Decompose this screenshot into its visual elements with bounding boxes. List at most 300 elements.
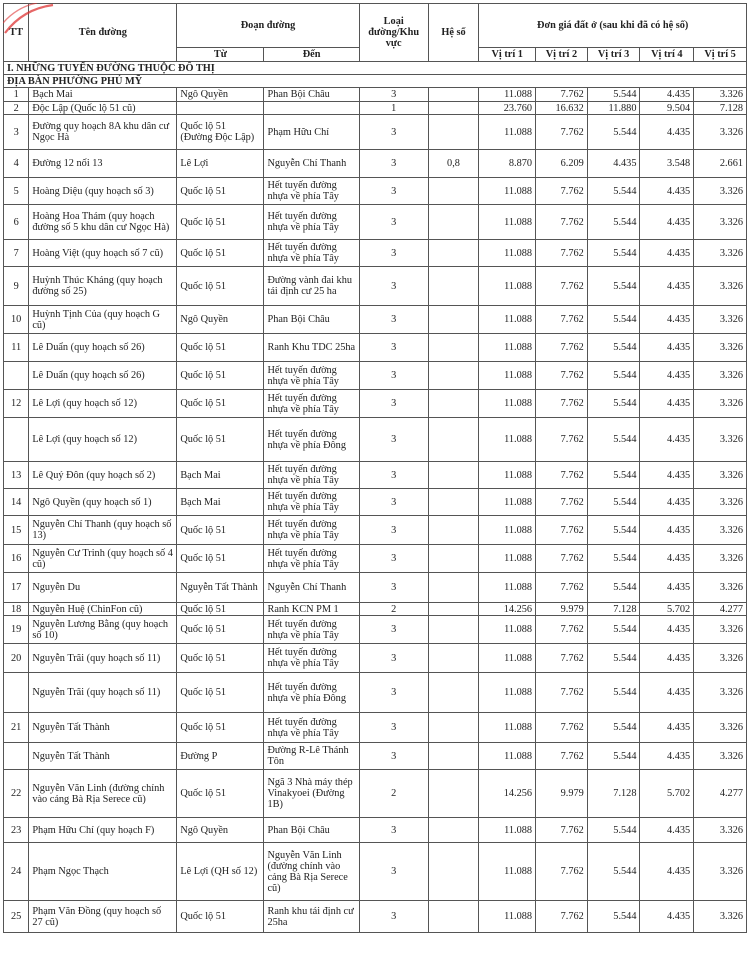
cell-street-name: Nguyễn Tất Thành: [29, 743, 177, 770]
table-row: [4, 115, 747, 150]
cell-position-1: 11.088: [479, 390, 536, 418]
cell-stt: 25: [4, 901, 29, 933]
cell-stt: 7: [4, 240, 29, 267]
cell-position-1: 8.870: [479, 150, 536, 178]
cell-stt: 24: [4, 843, 29, 901]
table-row: [4, 489, 747, 516]
table-row: [4, 205, 747, 240]
cell-position-2: 7.762: [536, 306, 588, 334]
cell-from: Quốc lộ 51: [177, 362, 264, 390]
cell-position-5: 3.326: [694, 516, 747, 545]
cell-position-3: 5.544: [587, 115, 640, 150]
cell-position-2: 7.762: [536, 573, 588, 603]
cell-position-1: 11.088: [479, 462, 536, 489]
cell-position-4: 5.702: [640, 770, 694, 818]
cell-stt: [4, 673, 29, 713]
cell-street-name: Lê Duẩn (quy hoạch số 26): [29, 334, 177, 362]
cell-position-4: 4.435: [640, 178, 694, 205]
cell-road-type: 3: [359, 843, 428, 901]
table-row: [4, 673, 747, 713]
table-row: [4, 573, 747, 603]
cell-from: Đường P: [177, 743, 264, 770]
cell-from: Quốc lộ 51: [177, 516, 264, 545]
cell-position-2: 7.762: [536, 644, 588, 673]
cell-position-1: 11.088: [479, 240, 536, 267]
cell-stt: 22: [4, 770, 29, 818]
cell-position-3: 5.544: [587, 743, 640, 770]
cell-position-1: 11.088: [479, 818, 536, 843]
cell-position-2: 7.762: [536, 418, 588, 462]
cell-position-4: 4.435: [640, 362, 694, 390]
cell-street-name: Nguyễn Du: [29, 573, 177, 603]
cell-position-4: 4.435: [640, 418, 694, 462]
table-row: [4, 818, 747, 843]
document-page: [3, 3, 747, 933]
cell-position-3: 5.544: [587, 516, 640, 545]
cell-position-2: 7.762: [536, 178, 588, 205]
cell-coefficient: [428, 489, 479, 516]
cell-stt: [4, 743, 29, 770]
cell-from: Quốc lộ 51: [177, 673, 264, 713]
cell-position-1: 11.088: [479, 88, 536, 102]
cell-position-5: 3.326: [694, 115, 747, 150]
cell-position-3: 5.544: [587, 901, 640, 933]
header-position-2: Vị trí 2: [536, 48, 588, 62]
cell-position-5: 3.326: [694, 462, 747, 489]
cell-to: Hết tuyến đường nhựa về phía Tây: [264, 489, 359, 516]
cell-position-5: 3.326: [694, 901, 747, 933]
cell-position-1: 11.088: [479, 843, 536, 901]
cell-coefficient: [428, 115, 479, 150]
cell-stt: [4, 362, 29, 390]
cell-position-5: 3.326: [694, 573, 747, 603]
cell-from: Quốc lộ 51: [177, 770, 264, 818]
subsection-title: ĐỊA BÀN PHƯỜNG PHÚ MỸ: [4, 75, 747, 88]
cell-position-5: 3.326: [694, 843, 747, 901]
cell-stt: 9: [4, 267, 29, 306]
cell-coefficient: [428, 818, 479, 843]
cell-stt: 15: [4, 516, 29, 545]
cell-road-type: 3: [359, 150, 428, 178]
table-row: [4, 267, 747, 306]
cell-from: Lê Lợi: [177, 150, 264, 178]
cell-coefficient: [428, 88, 479, 102]
cell-road-type: 3: [359, 306, 428, 334]
section-title: I. NHỮNG TUYẾN ĐƯỜNG THUỘC ĐÔ THỊ: [4, 62, 747, 75]
cell-position-2: 7.762: [536, 713, 588, 743]
cell-position-4: 4.435: [640, 306, 694, 334]
cell-street-name: Đường 12 nối 13: [29, 150, 177, 178]
cell-position-3: 5.544: [587, 362, 640, 390]
cell-stt: 4: [4, 150, 29, 178]
cell-stt: 21: [4, 713, 29, 743]
cell-position-2: 7.762: [536, 462, 588, 489]
cell-from: Quốc lộ 51: [177, 713, 264, 743]
cell-position-2: 7.762: [536, 88, 588, 102]
cell-to: Phan Bội Châu: [264, 306, 359, 334]
cell-position-3: 5.544: [587, 334, 640, 362]
cell-road-type: 2: [359, 603, 428, 616]
cell-road-type: 3: [359, 362, 428, 390]
cell-to: Phan Bội Châu: [264, 818, 359, 843]
cell-position-1: 11.088: [479, 545, 536, 573]
cell-coefficient: [428, 603, 479, 616]
cell-stt: 1: [4, 88, 29, 102]
cell-position-4: 4.435: [640, 334, 694, 362]
cell-street-name: Độc Lập (Quốc lộ 51 cũ): [29, 102, 177, 115]
cell-position-4: 4.435: [640, 901, 694, 933]
cell-from: Bạch Mai: [177, 462, 264, 489]
cell-to: Phạm Hữu Chí: [264, 115, 359, 150]
cell-position-2: 16.632: [536, 102, 588, 115]
cell-position-4: 4.435: [640, 390, 694, 418]
cell-position-5: 3.326: [694, 818, 747, 843]
cell-road-type: 3: [359, 644, 428, 673]
cell-to: Hết tuyến đường nhựa về phía Tây: [264, 516, 359, 545]
cell-stt: 11: [4, 334, 29, 362]
cell-road-type: 3: [359, 673, 428, 713]
cell-position-2: 7.762: [536, 616, 588, 644]
cell-road-type: 3: [359, 573, 428, 603]
header-to: Đến: [264, 48, 359, 62]
cell-position-4: 4.435: [640, 462, 694, 489]
cell-stt: 10: [4, 306, 29, 334]
table-row: [4, 603, 747, 616]
cell-position-3: 5.544: [587, 306, 640, 334]
cell-street-name: Nguyễn Trãi (quy hoạch số 11): [29, 673, 177, 713]
cell-street-name: Lê Duẩn (quy hoạch số 26): [29, 362, 177, 390]
cell-coefficient: [428, 516, 479, 545]
cell-road-type: 3: [359, 489, 428, 516]
cell-street-name: Bạch Mai: [29, 88, 177, 102]
cell-position-1: 11.088: [479, 418, 536, 462]
cell-street-name: Lê Lợi (quy hoạch số 12): [29, 418, 177, 462]
cell-position-1: 11.088: [479, 306, 536, 334]
cell-street-name: Nguyễn Chí Thanh (quy hoạch số 13): [29, 516, 177, 545]
cell-street-name: Lê Quý Đôn (quy hoạch số 2): [29, 462, 177, 489]
land-price-table: [3, 3, 747, 933]
cell-from: Quốc lộ 51: [177, 616, 264, 644]
cell-from: Quốc lộ 51 (Đường Độc Lập): [177, 115, 264, 150]
cell-from: Quốc lộ 51: [177, 334, 264, 362]
header-road-type: Loại đường/Khu vực: [359, 4, 428, 62]
header-position-4: Vị trí 4: [640, 48, 694, 62]
cell-position-2: 7.762: [536, 901, 588, 933]
cell-stt: [4, 418, 29, 462]
cell-to: Hết tuyến đường nhựa về phía Tây: [264, 462, 359, 489]
cell-coefficient: [428, 306, 479, 334]
cell-position-2: 9.979: [536, 770, 588, 818]
cell-street-name: Hoàng Việt (quy hoạch số 7 cũ): [29, 240, 177, 267]
header-stt: TT: [4, 4, 29, 62]
table-row: [4, 516, 747, 545]
cell-position-1: 11.088: [479, 267, 536, 306]
cell-to: Hết tuyến đường nhựa về phía Tây: [264, 178, 359, 205]
cell-to: Hết tuyến đường nhựa về phía Tây: [264, 362, 359, 390]
cell-position-4: 4.435: [640, 88, 694, 102]
cell-position-1: 11.088: [479, 901, 536, 933]
cell-from: Quốc lộ 51: [177, 205, 264, 240]
cell-street-name: Nguyễn Cư Trinh (quy hoạch số 4 cũ): [29, 545, 177, 573]
cell-to: Ngã 3 Nhà máy thép Vinakyoei (Đường 1B): [264, 770, 359, 818]
header-coefficient: Hệ số: [428, 4, 479, 62]
cell-from: Lê Lợi (QH số 12): [177, 843, 264, 901]
cell-position-4: 4.435: [640, 240, 694, 267]
cell-stt: 6: [4, 205, 29, 240]
header-position-1: Vị trí 1: [479, 48, 536, 62]
cell-stt: 23: [4, 818, 29, 843]
cell-coefficient: [428, 743, 479, 770]
cell-position-5: 2.661: [694, 150, 747, 178]
cell-position-5: 7.128: [694, 102, 747, 115]
cell-street-name: Phạm Ngọc Thạch: [29, 843, 177, 901]
cell-position-5: 4.277: [694, 603, 747, 616]
cell-position-5: 3.326: [694, 88, 747, 102]
cell-from: Ngô Quyền: [177, 88, 264, 102]
cell-position-3: 5.544: [587, 205, 640, 240]
table-row: [4, 843, 747, 901]
cell-position-4: 4.435: [640, 516, 694, 545]
cell-position-2: 7.762: [536, 362, 588, 390]
cell-position-2: 7.762: [536, 545, 588, 573]
cell-position-4: 4.435: [640, 673, 694, 713]
cell-from: Quốc lộ 51: [177, 390, 264, 418]
table-row: [4, 644, 747, 673]
cell-to: Phan Bội Châu: [264, 88, 359, 102]
cell-coefficient: [428, 178, 479, 205]
cell-road-type: 3: [359, 516, 428, 545]
cell-position-4: 9.504: [640, 102, 694, 115]
cell-from: Ngô Quyền: [177, 306, 264, 334]
cell-coefficient: [428, 362, 479, 390]
cell-from: Quốc lộ 51: [177, 901, 264, 933]
cell-road-type: 3: [359, 713, 428, 743]
table-row: [4, 418, 747, 462]
cell-road-type: 3: [359, 88, 428, 102]
cell-position-1: 11.088: [479, 334, 536, 362]
cell-position-3: 5.544: [587, 462, 640, 489]
cell-position-1: 11.088: [479, 362, 536, 390]
cell-coefficient: [428, 545, 479, 573]
cell-to: Đường R-Lê Thánh Tôn: [264, 743, 359, 770]
cell-position-4: 3.548: [640, 150, 694, 178]
cell-coefficient: [428, 240, 479, 267]
cell-street-name: Hoàng Hoa Thám (quy hoạch đường số 5 khu dân cư Ngọc Hà): [29, 205, 177, 240]
cell-position-1: 11.088: [479, 205, 536, 240]
cell-to: Đường vành đai khu tái định cư 25 ha: [264, 267, 359, 306]
cell-to: Hết tuyến đường nhựa về phía Tây: [264, 616, 359, 644]
cell-road-type: 3: [359, 178, 428, 205]
cell-position-3: 5.544: [587, 673, 640, 713]
cell-position-1: 23.760: [479, 102, 536, 115]
cell-stt: 2: [4, 102, 29, 115]
cell-coefficient: [428, 205, 479, 240]
table-row: [4, 306, 747, 334]
cell-coefficient: [428, 462, 479, 489]
cell-position-5: 3.326: [694, 205, 747, 240]
cell-coefficient: [428, 102, 479, 115]
cell-position-2: 9.979: [536, 603, 588, 616]
cell-position-3: 11.880: [587, 102, 640, 115]
cell-street-name: Hoàng Diệu (quy hoạch số 3): [29, 178, 177, 205]
table-row: [4, 713, 747, 743]
cell-to: Hết tuyến đường nhựa về phía Tây: [264, 545, 359, 573]
header-position-5: Vị trí 5: [694, 48, 747, 62]
cell-position-1: 11.088: [479, 178, 536, 205]
cell-stt: 19: [4, 616, 29, 644]
cell-position-5: 3.326: [694, 390, 747, 418]
cell-street-name: Nguyễn Huệ (ChinFon cũ): [29, 603, 177, 616]
cell-road-type: 3: [359, 115, 428, 150]
cell-position-1: 11.088: [479, 115, 536, 150]
cell-to: Hết tuyến đường nhựa về phía Tây: [264, 644, 359, 673]
cell-position-1: 11.088: [479, 573, 536, 603]
cell-street-name: Nguyễn Văn Linh (đường chính vào cảng Bà Rịa Serece cũ): [29, 770, 177, 818]
header-from: Từ: [177, 48, 264, 62]
cell-coefficient: [428, 843, 479, 901]
cell-position-1: 11.088: [479, 489, 536, 516]
cell-position-5: 3.326: [694, 267, 747, 306]
cell-road-type: 3: [359, 462, 428, 489]
cell-position-3: 5.544: [587, 644, 640, 673]
cell-street-name: Huỳnh Thúc Kháng (quy hoạch đường số 25): [29, 267, 177, 306]
cell-position-3: 5.544: [587, 713, 640, 743]
cell-to: [264, 102, 359, 115]
cell-to: Hết tuyến đường nhựa về phía Đông: [264, 673, 359, 713]
cell-position-5: 4.277: [694, 770, 747, 818]
cell-position-3: 5.544: [587, 573, 640, 603]
table-row: [4, 362, 747, 390]
cell-position-4: 4.435: [640, 267, 694, 306]
cell-position-3: 4.435: [587, 150, 640, 178]
cell-position-3: 5.544: [587, 545, 640, 573]
cell-position-3: 5.544: [587, 88, 640, 102]
cell-coefficient: [428, 418, 479, 462]
cell-position-5: 3.326: [694, 178, 747, 205]
cell-position-5: 3.326: [694, 418, 747, 462]
cell-coefficient: [428, 901, 479, 933]
cell-position-4: 4.435: [640, 573, 694, 603]
cell-to: Hết tuyến đường nhựa về phía Tây: [264, 205, 359, 240]
cell-to: Nguyễn Chí Thanh: [264, 150, 359, 178]
cell-coefficient: [428, 644, 479, 673]
cell-stt: 12: [4, 390, 29, 418]
cell-from: Quốc lộ 51: [177, 545, 264, 573]
cell-coefficient: [428, 673, 479, 713]
cell-to: Hết tuyến đường nhựa về phía Tây: [264, 713, 359, 743]
cell-coefficient: [428, 390, 479, 418]
cell-position-4: 4.435: [640, 205, 694, 240]
cell-from: Nguyễn Tất Thành: [177, 573, 264, 603]
cell-position-3: 5.544: [587, 818, 640, 843]
cell-road-type: 3: [359, 205, 428, 240]
cell-position-2: 7.762: [536, 205, 588, 240]
cell-position-5: 3.326: [694, 644, 747, 673]
cell-from: Bạch Mai: [177, 489, 264, 516]
cell-street-name: Ngô Quyền (quy hoạch số 1): [29, 489, 177, 516]
table-row: [4, 616, 747, 644]
table-row: [4, 88, 747, 102]
cell-stt: 20: [4, 644, 29, 673]
cell-coefficient: [428, 770, 479, 818]
cell-position-4: 4.435: [640, 743, 694, 770]
cell-position-1: 14.256: [479, 770, 536, 818]
table-row: [4, 240, 747, 267]
cell-position-5: 3.326: [694, 713, 747, 743]
cell-street-name: Phạm Hữu Chí (quy hoạch F): [29, 818, 177, 843]
cell-street-name: Nguyễn Tất Thành: [29, 713, 177, 743]
cell-road-type: 2: [359, 770, 428, 818]
cell-stt: 16: [4, 545, 29, 573]
cell-position-4: 4.435: [640, 644, 694, 673]
cell-position-1: 11.088: [479, 644, 536, 673]
cell-position-2: 7.762: [536, 843, 588, 901]
cell-position-3: 5.544: [587, 616, 640, 644]
header-segment: Đoạn đường: [177, 4, 359, 48]
cell-position-4: 4.435: [640, 713, 694, 743]
cell-street-name: Nguyễn Trãi (quy hoạch số 11): [29, 644, 177, 673]
cell-road-type: 3: [359, 616, 428, 644]
cell-position-2: 7.762: [536, 743, 588, 770]
table-row: [4, 178, 747, 205]
cell-stt: 5: [4, 178, 29, 205]
cell-position-2: 6.209: [536, 150, 588, 178]
cell-coefficient: [428, 616, 479, 644]
cell-position-5: 3.326: [694, 673, 747, 713]
cell-position-3: 5.544: [587, 178, 640, 205]
cell-from: Quốc lộ 51: [177, 267, 264, 306]
cell-position-4: 4.435: [640, 818, 694, 843]
cell-position-5: 3.326: [694, 743, 747, 770]
cell-position-3: 5.544: [587, 418, 640, 462]
cell-position-3: 5.544: [587, 390, 640, 418]
cell-road-type: 3: [359, 901, 428, 933]
cell-position-5: 3.326: [694, 306, 747, 334]
cell-position-5: 3.326: [694, 545, 747, 573]
cell-position-3: 5.544: [587, 843, 640, 901]
cell-to: Nguyễn Văn Linh (đường chính vào cảng Bà Rịa Serece cũ): [264, 843, 359, 901]
cell-road-type: 3: [359, 240, 428, 267]
table-row: [4, 150, 747, 178]
cell-position-5: 3.326: [694, 489, 747, 516]
cell-from: Ngô Quyền: [177, 818, 264, 843]
cell-position-5: 3.326: [694, 616, 747, 644]
cell-position-2: 7.762: [536, 673, 588, 713]
cell-road-type: 1: [359, 102, 428, 115]
cell-coefficient: [428, 713, 479, 743]
cell-to: Hết tuyến đường nhựa về phía Tây: [264, 390, 359, 418]
cell-to: Nguyễn Chí Thanh: [264, 573, 359, 603]
table-row: [4, 390, 747, 418]
cell-stt: 13: [4, 462, 29, 489]
cell-stt: 3: [4, 115, 29, 150]
cell-coefficient: [428, 334, 479, 362]
cell-from: Quốc lộ 51: [177, 178, 264, 205]
cell-coefficient: 0,8: [428, 150, 479, 178]
cell-position-5: 3.326: [694, 362, 747, 390]
header-street-name: Tên đường: [29, 4, 177, 62]
cell-road-type: 3: [359, 334, 428, 362]
table-row: [4, 462, 747, 489]
cell-road-type: 3: [359, 818, 428, 843]
cell-street-name: Phạm Văn Đồng (quy hoạch số 27 cũ): [29, 901, 177, 933]
cell-road-type: 3: [359, 267, 428, 306]
cell-position-1: 11.088: [479, 713, 536, 743]
cell-stt: 18: [4, 603, 29, 616]
cell-coefficient: [428, 267, 479, 306]
cell-street-name: Nguyễn Lương Bằng (quy hoạch số 10): [29, 616, 177, 644]
cell-position-4: 4.435: [640, 545, 694, 573]
